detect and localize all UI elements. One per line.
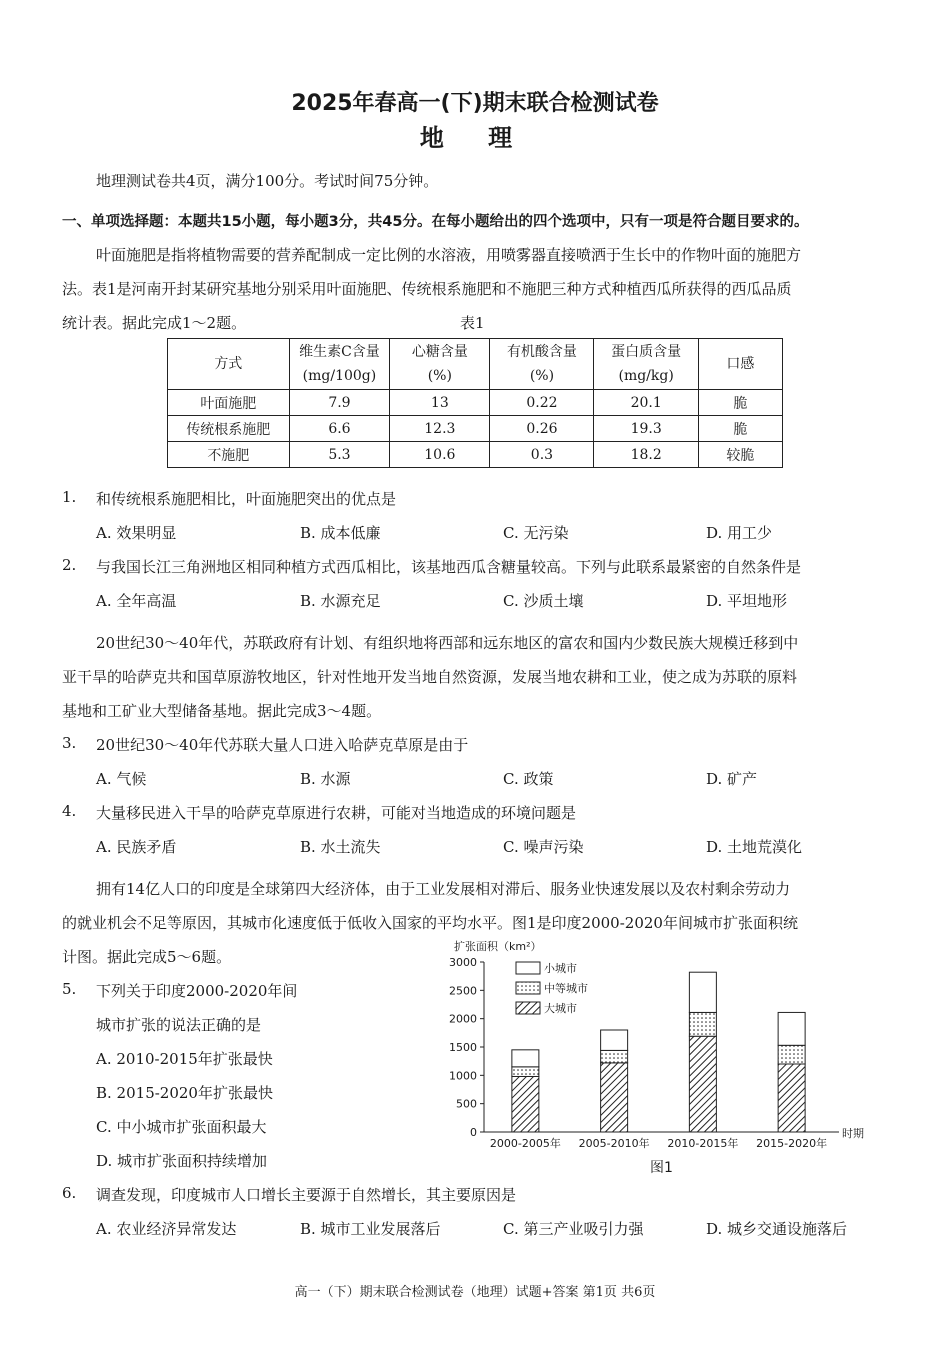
q6-option-d: D. 城乡交通设施落后 xyxy=(706,1220,848,1238)
q4-option-d: D. 土地荒漠化 xyxy=(706,838,803,856)
q3-option-d: D. 矿产 xyxy=(706,770,758,788)
bar-大城市 xyxy=(512,1076,539,1132)
material1-line2: 法。表1是河南开封某研究基地分别采用叶面施肥、传统根系施肥和不施肥三种方式种植西瓜所获得的西瓜品质 xyxy=(62,280,792,298)
table-cell: 脆 xyxy=(698,416,782,442)
q5-option-a: A. 2010-2015年扩张最快 xyxy=(96,1050,273,1068)
material2-line1: 20世纪30～40年代，苏联政府有计划、有组织地将西部和远东地区的富农和国内少数民族大规模迁移到中 xyxy=(96,634,799,652)
question-number: 4. xyxy=(62,802,77,820)
table-cell: 0.3 xyxy=(490,442,594,468)
bar-中等城市 xyxy=(689,1012,716,1036)
question-2-stem: 与我国长江三角洲地区相同种植方式西瓜相比，该基地西瓜含糖量较高。下列与此联系最紧密的自然条件是 xyxy=(96,558,802,576)
bar-大城市 xyxy=(601,1063,628,1132)
q6-option-c: C. 第三产业吸引力强 xyxy=(503,1220,644,1238)
x-tick-label: 2015-2020年 xyxy=(756,1137,828,1150)
exam-intro: 地理测试卷共4页，满分100分。考试时间75分钟。 xyxy=(96,172,439,190)
exam-title: 2025年春高一(下)期末联合检测试卷 xyxy=(291,91,659,116)
q2-option-d: D. 平坦地形 xyxy=(706,592,788,610)
question-number: 2. xyxy=(62,556,77,574)
figure-caption: 图1 xyxy=(650,1160,673,1176)
y-tick-label: 1000 xyxy=(449,1069,477,1083)
bar-中等城市 xyxy=(512,1067,539,1077)
table-cell: 0.22 xyxy=(490,390,594,416)
material3-line3: 计图。据此完成5～6题。 xyxy=(62,948,232,966)
q1-option-b: B. 成本低廉 xyxy=(300,524,381,542)
table-row xyxy=(168,442,783,468)
section-heading: 一、单项选择题：本题共15小题，每小题3分，共45分。在每小题给出的四个选项中，只有一项是符合题目要求的。 xyxy=(62,214,809,230)
table-cell: 脆 xyxy=(698,390,782,416)
header-cell: 口感 xyxy=(698,339,782,390)
table-cell: 20.1 xyxy=(594,390,698,416)
y-tick-label: 2500 xyxy=(449,984,477,998)
header-cell: 蛋白质含量 (mg/kg) xyxy=(594,339,698,390)
q6-option-b: B. 城市工业发展落后 xyxy=(300,1220,441,1238)
question-number: 5. xyxy=(62,980,77,998)
x-axis-label: 时期 xyxy=(842,1127,864,1140)
table-cell: 13 xyxy=(390,390,490,416)
x-tick-label: 2000-2005年 xyxy=(489,1137,561,1150)
header-cell: 维生素C含量 (mg/100g) xyxy=(289,339,390,390)
header-cell: 有机酸含量 (%) xyxy=(490,339,594,390)
bar-大城市 xyxy=(689,1036,716,1132)
table-row xyxy=(168,390,783,416)
table-cell: 传统根系施肥 xyxy=(168,416,290,442)
urban-expansion-chart xyxy=(440,936,900,1181)
material1-line3: 统计表。据此完成1～2题。 xyxy=(62,314,247,332)
material1-line1: 叶面施肥是指将植物需要的营养配制成一定比例的水溶液，用喷雾器直接喷洒于生长中的作物叶面的施肥方 xyxy=(96,246,802,264)
q5-option-d: D. 城市扩张面积持续增加 xyxy=(96,1152,268,1170)
q6-option-a: A. 农业经济异常发达 xyxy=(96,1220,237,1238)
bar-中等城市 xyxy=(601,1050,628,1062)
y-tick-label: 0 xyxy=(470,1126,477,1139)
legend-label: 小城市 xyxy=(544,962,577,975)
question-number: 1. xyxy=(62,488,77,506)
q4-option-a: A. 民族矛盾 xyxy=(96,838,177,856)
y-axis-label: 扩张面积（km²） xyxy=(454,940,542,953)
q1-option-d: D. 用工少 xyxy=(706,524,773,542)
material2-line2: 亚干旱的哈萨克共和国草原游牧地区，针对性地开发当地自然资源，发展当地农耕和工业，使之成为苏联的原料 xyxy=(62,668,798,686)
bar-小城市 xyxy=(689,972,716,1012)
q2-option-a: A. 全年高温 xyxy=(96,592,177,610)
table-cell: 19.3 xyxy=(594,416,698,442)
quality-table xyxy=(167,338,783,468)
table-cell: 7.9 xyxy=(289,390,390,416)
table-cell: 叶面施肥 xyxy=(168,390,290,416)
question-3-stem: 20世纪30～40年代苏联大量人口进入哈萨克草原是由于 xyxy=(96,736,469,754)
x-tick-label: 2005-2010年 xyxy=(578,1137,650,1150)
bar-小城市 xyxy=(778,1012,805,1045)
table-cell: 6.6 xyxy=(289,416,390,442)
table-cell: 0.26 xyxy=(490,416,594,442)
header-cell: 心糖含量 (%) xyxy=(390,339,490,390)
table-cell: 18.2 xyxy=(594,442,698,468)
x-tick-label: 2010-2015年 xyxy=(667,1137,739,1150)
q2-option-c: C. 沙质土壤 xyxy=(503,592,584,610)
table-cell: 较脆 xyxy=(698,442,782,468)
q2-option-b: B. 水源充足 xyxy=(300,592,381,610)
material3-line1: 拥有14亿人口的印度是全球第四大经济体，由于工业发展相对滞后、服务业快速发展以及农村剩余劳动力 xyxy=(96,880,791,898)
q3-option-b: B. 水源 xyxy=(300,770,351,788)
page-footer: 高一（下）期末联合检测试卷（地理）试题+答案 第1页 共6页 xyxy=(294,1285,656,1300)
legend-swatch xyxy=(516,1002,540,1014)
table-cell: 10.6 xyxy=(390,442,490,468)
legend-swatch xyxy=(516,962,540,974)
bar-小城市 xyxy=(601,1030,628,1050)
material2-line3: 基地和工矿业大型储备基地。据此完成3～4题。 xyxy=(62,702,382,720)
question-5-stem-line2: 城市扩张的说法正确的是 xyxy=(96,1016,262,1034)
q4-option-b: B. 水土流失 xyxy=(300,838,381,856)
legend-label: 大城市 xyxy=(544,1002,577,1015)
subject-title: 地 理 xyxy=(419,124,531,152)
table-row xyxy=(168,416,783,442)
q1-option-a: A. 效果明显 xyxy=(96,524,177,542)
y-tick-label: 2000 xyxy=(449,1012,477,1026)
question-6-stem: 调查发现，印度城市人口增长主要源于自然增长，其主要原因是 xyxy=(96,1186,517,1204)
legend-swatch xyxy=(516,982,540,994)
question-number: 3. xyxy=(62,734,77,752)
material3-line2: 的就业机会不足等原因，其城市化速度低于低收入国家的平均水平。图1是印度2000-2020年间城市扩张面积统 xyxy=(62,914,798,932)
bar-小城市 xyxy=(512,1050,539,1067)
legend-label: 中等城市 xyxy=(544,982,588,995)
q3-option-c: C. 政策 xyxy=(503,770,554,788)
bar-大城市 xyxy=(778,1064,805,1132)
y-tick-label: 3000 xyxy=(449,956,477,969)
table-cell: 5.3 xyxy=(289,442,390,468)
bar-中等城市 xyxy=(778,1045,805,1064)
table-caption: 表1 xyxy=(460,314,485,332)
question-number: 6. xyxy=(62,1184,77,1202)
q1-option-c: C. 无污染 xyxy=(503,524,569,542)
question-4-stem: 大量移民进入干旱的哈萨克草原进行农耕，可能对当地造成的环境问题是 xyxy=(96,804,577,822)
y-tick-label: 500 xyxy=(456,1097,477,1111)
header-cell: 方式 xyxy=(168,339,290,390)
question-5-stem-line1: 下列关于印度2000-2020年间 xyxy=(96,982,298,1000)
table-cell: 12.3 xyxy=(390,416,490,442)
table-header-row xyxy=(168,339,783,390)
q3-option-a: A. 气候 xyxy=(96,770,147,788)
y-tick-label: 1500 xyxy=(449,1041,477,1054)
q4-option-c: C. 噪声污染 xyxy=(503,838,584,856)
q5-option-c: C. 中小城市扩张面积最大 xyxy=(96,1118,267,1136)
question-1-stem: 和传统根系施肥相比，叶面施肥突出的优点是 xyxy=(96,490,397,508)
q5-option-b: B. 2015-2020年扩张最快 xyxy=(96,1084,273,1102)
table-cell: 不施肥 xyxy=(168,442,290,468)
